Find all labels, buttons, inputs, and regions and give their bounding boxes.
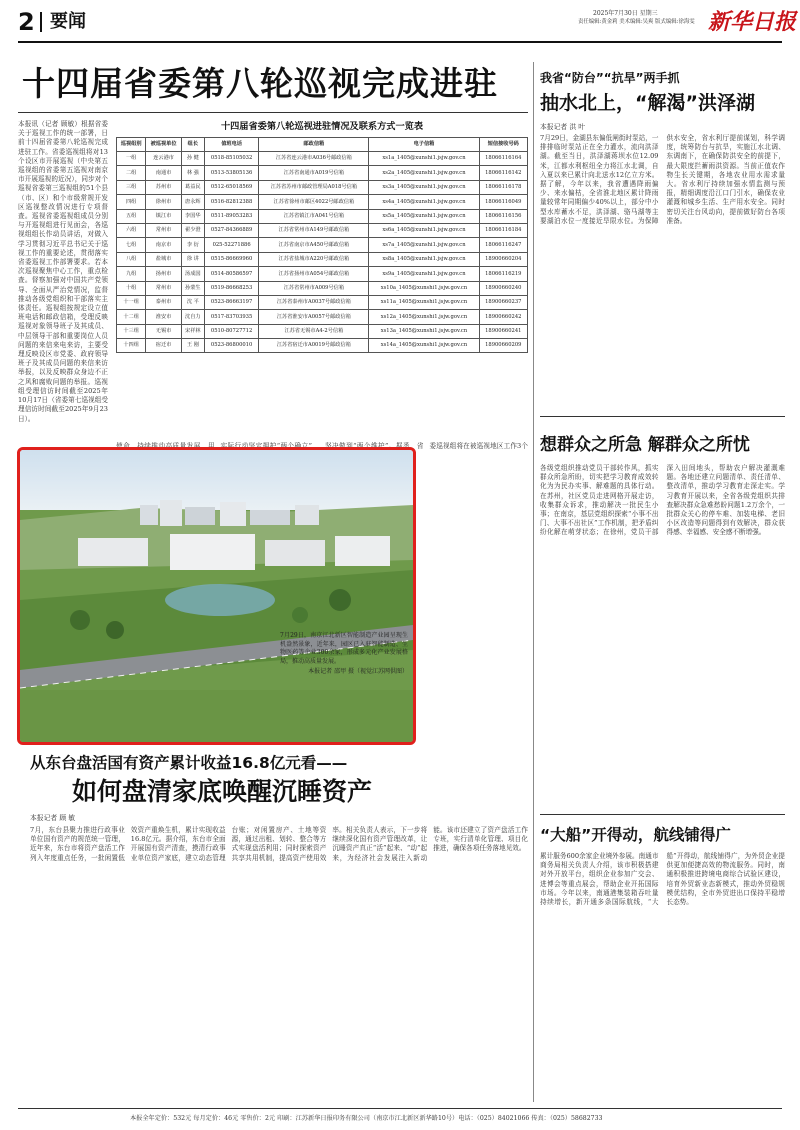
table-cell: 沈 平 (181, 295, 204, 309)
masthead-date: 2025年7月30日 星期三 (593, 10, 658, 17)
table-header-row (117, 138, 528, 152)
table-cell: 徐 讲 (181, 252, 204, 266)
table-cell: 江苏省宿迁市A0019号邮政信箱 (259, 339, 369, 353)
table-cell: 0513-53805136 (204, 166, 259, 180)
table-header-cell: 邮政信箱 (259, 138, 369, 152)
drought-body: 7月29日，金湖县东偏低闸街时泵站，一排排临时泵站正在全力灌水，流向洪泽湖。截至当日，洪泽湖蒋坝水位12.09米，江都水利枢纽全力将江水北调，自入夏以来已累计向北送水12亿立方米。据了解，今年以来，我省遭遇降雨偏少、来水偏枯，全省淮北地区累计降雨量较常年同期偏少40%以上，部分中小型水库蓄水不足，洪泽湖、骆马湖等主要湖泊水位一度接近旱限水位。为保障供水安全，省水利厅提前谋划，科学调度，统筹防台与抗旱，实施江水北调、东调南下，在确保防洪安全的前提下，最大限度拦蓄雨洪资源。当前正值农作物生长关键期，各地农业用水需求量大。省水利厅持续加强水情监测与预报，精细调度沿江口门引水，确保农业灌溉和城乡生活、生产用水安全。同时密切关注台风动向，提前做好防台各项准备。 (540, 134, 785, 225)
table-cell: 六组 (117, 223, 146, 237)
table-cell: 泰州市 (146, 295, 182, 309)
table-cell: xs2a_1405@xunshi1.jsjw.gov.cn (369, 166, 479, 180)
table-cell: 南通市 (146, 166, 182, 180)
table-row (117, 339, 528, 353)
table-cell: xs4a_1405@xunshi1.jsjw.gov.cn (369, 195, 479, 209)
table-cell: 18066116219 (479, 267, 527, 281)
table-row (117, 324, 528, 338)
table-cell: 十一组 (117, 295, 146, 309)
table-cell: 常州市 (146, 281, 182, 295)
section-name: 要闻 (50, 11, 86, 32)
table-cell: 江苏省南通市A019号信箱 (259, 166, 369, 180)
ship-headline: “大船”开得动，航线铺得广 (540, 826, 731, 844)
lead-headline: 十四届省委第八轮巡视完成进驻 (22, 64, 498, 103)
table-cell: 18066116178 (479, 180, 527, 194)
table-cell: 18900660240 (479, 281, 527, 295)
table-row (117, 252, 528, 266)
people-body: 各级党组织推动党员干部转作风，抓实群众所急所盼，切实把学习教育成效转化为为民办实事、解难题的具体行动。在苏州，社区党员走进网格开展走访，收集群众诉求，推动解决一批民生小事；在南京，基层党组织探索“小事不出门、大事不出社区”工作机制，把矛盾纠纷化解在萌芽状态；在徐州，党员干部深入田间地头，帮助农户解决灌溉难题。各地还建立问题清单、责任清单、整改清单，推动学习教育走深走实。学习教育开展以来，全省各级党组织共排查解决群众急难愁盼问题1.2万余个，一批群众关心的停车难、加装电梯、老旧小区改造等问题得到有效解决，群众获得感、幸福感、安全感不断增强。 (540, 464, 785, 537)
table-cell: 十四组 (117, 339, 146, 353)
table-cell: 五组 (117, 209, 146, 223)
table-cell: 七组 (117, 238, 146, 252)
page-number: 2 (18, 8, 35, 36)
table-cell: 0527-84366889 (204, 223, 259, 237)
table-row (117, 152, 528, 166)
table-cell: 江苏省盐城市A220号邮政信箱 (259, 252, 369, 266)
table-cell: 徐州市 (146, 195, 182, 209)
photo-caption-box (280, 632, 408, 738)
table-cell: 宿迁市 (146, 339, 182, 353)
table-cell: 孙蒙生 (181, 281, 204, 295)
table-cell: 王 刚 (181, 339, 204, 353)
table-row (117, 223, 528, 237)
table-cell: 盐城市 (146, 252, 182, 266)
ship-body: 累计服务600余家企业境外参展。南通市商务局相关负责人介绍，该市积极搭建对外开放平台，组织企业参加广交会、进博会等重点展会，帮助企业开拓国际市场。今年以来，南通港集装箱吞吐量持续增长，新开通多条国际航线，“大船”开得动，航线铺得广，为外贸企业提供更加便捷高效的物流服务。同时，南通积极推进跨境电商综合试验区建设，培育外贸新业态新模式，推动外贸稳规模优结构，全市外贸进出口保持平稳增长态势。 (540, 852, 785, 907)
masthead-editors: 责任编辑:黄金莉 美术编辑:吴爽 版式编辑:徐海雯 (578, 19, 695, 25)
table-cell: 0519-86668253 (204, 281, 259, 295)
table-cell: 翟少澄 (181, 223, 204, 237)
table-grid (116, 137, 528, 353)
table-cell: xs11a_1405@xunshi1.jsjw.gov.cn (369, 295, 479, 309)
table-cell: 唐永辉 (181, 195, 204, 209)
table-cell: 江苏省常州市A149号邮政信箱 (259, 223, 369, 237)
table-cell: xs10a_1405@xunshi1.jsjw.gov.cn (369, 281, 479, 295)
table-cell: 林 强 (181, 166, 204, 180)
masthead-divider (40, 12, 42, 32)
table-row (117, 195, 528, 209)
table-cell: 一组 (117, 152, 146, 166)
table-cell: 0523-86663197 (204, 295, 259, 309)
photo-frame (17, 447, 416, 745)
assets-kicker: 从东台盘活国有资产累计收益16.8亿元看—— (30, 754, 348, 772)
lead-continued: 使命，持续推动高质量发展，用实际行动坚定拥护“两个确立”，坚决做到“两个维护”。据悉，省委巡视组将在被巡视地区工作3个 (116, 442, 528, 450)
table-cell: 0511-89053283 (204, 209, 259, 223)
table-cell: 18066116184 (479, 223, 527, 237)
table-cell: 四组 (117, 195, 146, 209)
table-cell: 0512-65018569 (204, 180, 259, 194)
table-cell: 沈自力 (181, 310, 204, 324)
table-cell: 18900660204 (479, 252, 527, 266)
table-cell: 镇江市 (146, 209, 182, 223)
table-cell: 江苏省无锡市A4-2号信箱 (259, 324, 369, 338)
table-cell: 八组 (117, 252, 146, 266)
table-row (117, 295, 528, 309)
table-body (117, 152, 528, 353)
table-cell: 0515-86669960 (204, 252, 259, 266)
table-cell: 18066116247 (479, 238, 527, 252)
table-cell: 0514-80586597 (204, 267, 259, 281)
table-cell: 江苏省常州市A009号信箱 (259, 281, 369, 295)
table-cell: 连云港市 (146, 152, 182, 166)
column-divider (533, 62, 534, 1102)
table-cell: 江苏省连云港市A036号邮政信箱 (259, 152, 369, 166)
table-cell: 18066116156 (479, 209, 527, 223)
table-cell: xs3a_1405@xunshi1.jsjw.gov.cn (369, 180, 479, 194)
table-cell: 孙 健 (181, 152, 204, 166)
table-cell: 李国华 (181, 209, 204, 223)
table-header-cell: 值班电话 (204, 138, 259, 152)
table-cell: 九组 (117, 267, 146, 281)
table-row (117, 238, 528, 252)
table-cell: 江苏省扬州市A054号邮政信箱 (259, 267, 369, 281)
table-cell: 江苏省南京市A450号邮政信箱 (259, 238, 369, 252)
table-header-cell: 电子信箱 (369, 138, 479, 152)
table-cell: 江苏省泰州市A0037号邮政信箱 (259, 295, 369, 309)
table-cell: 江苏省苏州市邮政管理局A018号信箱 (259, 180, 369, 194)
lead-rule (18, 112, 528, 113)
table-row (117, 180, 528, 194)
table-cell: 江苏省淮安市A0057号邮政信箱 (259, 310, 369, 324)
table-row (117, 281, 528, 295)
table-cell: xs14a_1405@xunshi1.jsjw.gov.cn (369, 339, 479, 353)
table-header-cell: 被巡视单位 (146, 138, 182, 152)
photo-caption: 7月29日，南京江北新区智能制造产业园呈现生机盎然景象，近年来，园区已入驻智能制造、生物医药等企业300余家，形成多元化产业发展格局，推动高质量发展。 (280, 632, 408, 665)
table-row (117, 310, 528, 324)
table-header-cell: 短信接收号码 (479, 138, 527, 152)
table-cell: xs8a_1405@xunshi1.jsjw.gov.cn (369, 252, 479, 266)
masthead (18, 8, 797, 38)
table-cell: 0510-80727712 (204, 324, 259, 338)
table-cell: 江苏省镇江市A041号信箱 (259, 209, 369, 223)
table-title: 十四届省委第八轮巡视进驻情况及联系方式一览表 (220, 121, 424, 132)
drought-headline: 抽水北上，“解渴”洪泽湖 (540, 92, 755, 114)
table-row (117, 166, 528, 180)
table-cell: 0516-82812388 (204, 195, 259, 209)
assets-byline: 本报记者 顾 敏 (30, 814, 76, 822)
table-cell: 宋祥林 (181, 324, 204, 338)
table-cell: xs1a_1405@xunshi1.jsjw.gov.cn (369, 152, 479, 166)
table-cell: 18066116049 (479, 195, 527, 209)
table-cell: 淮安市 (146, 310, 182, 324)
footer-rule (18, 1108, 782, 1109)
table-cell: xs13a_1405@xunshi1.jsjw.gov.cn (369, 324, 479, 338)
table-cell: 18066116142 (479, 166, 527, 180)
table-cell: 18900660237 (479, 295, 527, 309)
table-row (117, 209, 528, 223)
table-cell: xs7a_1405@xunshi1.jsjw.gov.cn (369, 238, 479, 252)
assets-headline: 如何盘清家底唤醒沉睡资产 (72, 777, 373, 806)
table-cell: 0518-85105032 (204, 152, 259, 166)
lead-body: 本报讯（记者 顾敏）根据省委关于巡视工作的统一部署，日前十四届省委第八轮巡视完成进驻工作。省委巡视组将对13个设区市开展巡视（中央第五巡视组的省委第五巡视对南京市开展巡视的近况），同步对个巡视省委第三巡视组的51个县（市、区）和个市级常规开发区巡视整改情况进行专项督查。巡视省委巡视组成员分别与开巡视组进行见面会，各巡视组组长作动员讲话，对做入学习贯彻习近平总书记关于巡视工作的重要论述，贯彻落实省委巡视工作部署要求。若本次巡视聚焦中心工作，重点检查。督察加强对中国共产党领导、全面从严治党情况，监督推动各级党组织和干部落实主体责任。巡视组按规定设立值班电话和邮政信箱，受理反映巡视对象领导班子及其成员、中层领导干部和重要岗位人员问题的来信来电来访，主要受理反映设区市党委、政府领导班子及其成员问题的来信来访举报，以及反映群众身边不正之风和腐败问题的举报。巡视组受理信访时间截至2025年10月17日（省委第七巡视组受理信访时间截至2025年9月23日）。 (18, 120, 108, 423)
table-cell: 无锡市 (146, 324, 182, 338)
table-cell: 025-52271886 (204, 238, 259, 252)
table-cell: 18900660241 (479, 324, 527, 338)
table-cell: 十三组 (117, 324, 146, 338)
drought-kicker: 我省“防台”“抗旱”两手抓 (540, 71, 680, 85)
table-cell: xs5a_1405@xunshi1.jsjw.gov.cn (369, 209, 479, 223)
table-cell: 0517-83703935 (204, 310, 259, 324)
right-top-rule (540, 416, 785, 417)
footer-text: 本报全年定价：532元 每月定价：46元 零售价：2元 印刷：江苏新华日报印务有限公司（南京市江北新区新华路10号）电话：（025）84021066 传真：（025）58682733 (130, 1115, 603, 1122)
table-header-cell: 组长 (181, 138, 204, 152)
table-row (117, 267, 528, 281)
table-cell: 三组 (117, 180, 146, 194)
table-cell: 江苏省徐州市邮区4022号邮政信箱 (259, 195, 369, 209)
table-cell: 苏州市 (146, 180, 182, 194)
people-headline: 想群众之所急 解群众之所忧 (540, 435, 750, 455)
newspaper-logo: 新华日报 (708, 9, 797, 35)
table-cell: 李 衍 (181, 238, 204, 252)
table-cell: 18066116164 (479, 152, 527, 166)
table-cell: 18900660242 (479, 310, 527, 324)
table-cell: 葛益民 (181, 180, 204, 194)
inspection-table (116, 120, 528, 442)
assets-body: 7月，东台县聚力推进行政事业单位国有资产的规范统一管理，近年来，东台市将资产盘活工作列入年度重点任务，一批闲置低效资产重焕生机，累计实现收益16.8亿元。据介绍，东台市全面开展国有资产清查，摸清行政事业单位资产家底，建立动态管理台账；对闲置房产、土地等资源，通过出租、划转、整合等方式实现盘活利用；同时探索资产共享共用机制，提高资产使用效率。相关负责人表示，下一步将继续深化国有资产管理改革，让沉睡资产真正“活”起来、“动”起来，为经济社会发展注入新动能。该市还建立了资产盘活工作专班，实行清单化管理、项目化推进，确保各项任务落地见效。 (30, 826, 528, 862)
table-cell: 十组 (117, 281, 146, 295)
table-cell: 十二组 (117, 310, 146, 324)
table-cell: 扬州市 (146, 267, 182, 281)
table-cell: 18900660209 (479, 339, 527, 353)
table-cell: 南京市 (146, 238, 182, 252)
right-mid-rule (540, 814, 785, 815)
table-cell: xs6a_1405@xunshi1.jsjw.gov.cn (369, 223, 479, 237)
table-cell: xs12a_1405@xunshi1.jsjw.gov.cn (369, 310, 479, 324)
table-cell: 0523-86800010 (204, 339, 259, 353)
table-cell: 常州市 (146, 223, 182, 237)
masthead-rule (18, 41, 782, 43)
table-cell: xs9a_1405@xunshi1.jsjw.gov.cn (369, 267, 479, 281)
table-cell: 二组 (117, 166, 146, 180)
table-cell: 汤成国 (181, 267, 204, 281)
drought-byline: 本报记者 洪 叶 (540, 123, 586, 131)
photo-credit: 本报记者 邵甲 摄（视觉江苏网供图） (308, 668, 408, 676)
table-header-cell: 巡视组别 (117, 138, 146, 152)
